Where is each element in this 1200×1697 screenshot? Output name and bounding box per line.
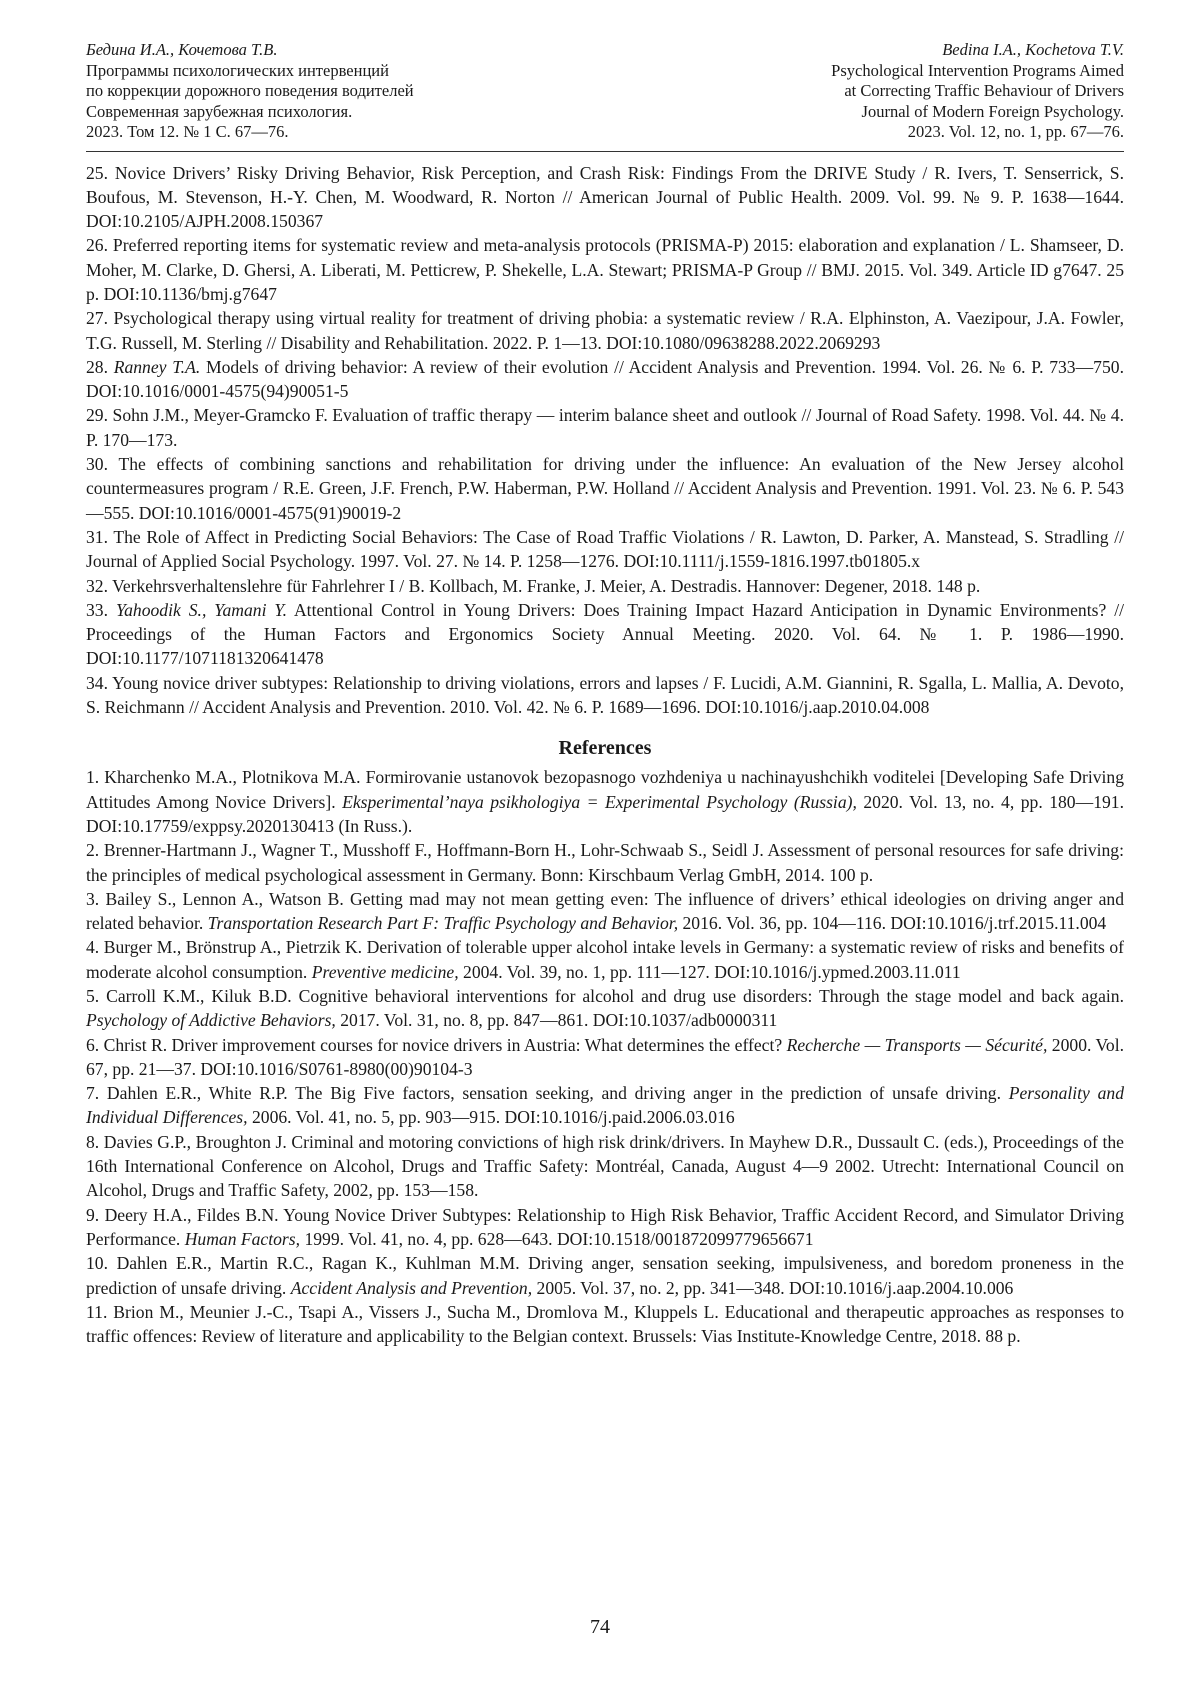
header-rule xyxy=(86,151,1124,152)
reference-item-8 xyxy=(86,1130,1124,1203)
ref-text: 6. Christ R. Driver improvement courses for novice drivers in Austria: What determines the effect? xyxy=(86,1034,783,1055)
header-left-journal: Современная зарубежная психология. xyxy=(86,101,353,121)
ref-number: 33. xyxy=(86,599,108,620)
header-left xyxy=(86,40,414,143)
ref-text: 2. Brenner-Hartmann J., Wagner T., Musshoff F., Hoffmann-Born H., Lohr-Schwaab S., Seidl J. Assessment of personal resources for safe driving: the principles of medical psychological assessment in Germany. Bonn: Kirschbaum Verlag GmbH, 2014. 100 p. xyxy=(86,840,1124,885)
literature-item-32: 32. Verkehrsverhaltenslehre für Fahrlehrer I / B. Kollbach, M. Franke, J. Meier, A. Destradis. Hannover: Degener, 2018. 148 p. xyxy=(86,575,981,596)
reference-item-10 xyxy=(86,1251,1124,1300)
literature-list xyxy=(86,161,1124,720)
ref-details: 1999. Vol. 41, no. 4, pp. 628—643. DOI:10.1518/001872099779656671 xyxy=(304,1228,814,1249)
header-right-journal: Journal of Modern Foreign Psychology. xyxy=(861,101,1124,121)
ref-details: 2004. Vol. 39, no. 1, pp. 111—127. DOI:10.1016/j.ypmed.2003.11.011 xyxy=(463,961,961,982)
ref-text: 7. Dahlen E.R., White R.P. The Big Five factors, sensation seeking, and driving anger in the prediction of unsafe driving. xyxy=(86,1083,1001,1104)
ref-text: 8. Davies G.P., Broughton J. Criminal and motoring convictions of high risk drink/drivers. In Mayhew D.R., Dussault C. (eds.), Proceedings of the 16th International Conference on Alcohol, Drugs and Traffic Safety: Montréal, Canada, August 4—9 2002. Utrecht: International Council on Alcohol, Drugs and Traffic Safety, 2002, pp. 153—158. xyxy=(86,1131,1124,1201)
literature-item-28 xyxy=(86,355,1124,404)
ref-journal: Recherche — Transports — Sécurité, xyxy=(786,1034,1048,1055)
page xyxy=(86,40,1124,1348)
ref-text: 1. Kharchenko M.A., Plotnikova M.A. Formirovanie ustanovok bezopasnogo vozhdeniya u nachinayushchikh voditelei [Developing Safe Driving Attitudes Among Novice Drivers]. xyxy=(86,767,1124,812)
ref-author: Ranney T.A. xyxy=(113,356,201,377)
header-left-issue: 2023. Том 12. № 1 С. 67—76. xyxy=(86,122,289,141)
reference-item-6 xyxy=(86,1033,1124,1082)
literature-item-25: 25. Novice Drivers’ Risky Driving Behavior, Risk Perception, and Crash Risk: Findings From the DRIVE Study / R. Ivers, T. Senserrick, S. Boufous, M. Stevenson, H.-Y. Chen, M. Woodward, R. Norton // American Journal of Public Health. 2009. Vol. 99. № 9. P. 1638—1644. DOI:10.2105/AJPH.2008.150367 xyxy=(86,162,1124,232)
references-title: References xyxy=(558,737,652,760)
header-left-authors: Бедина И.А., Кочетова Т.В. xyxy=(86,40,278,59)
literature-item-29: 29. Sohn J.M., Meyer-Gramcko F. Evaluation of traffic therapy — interim balance sheet and outlook // Journal of Road Safety. 1998. Vol. 44. № 4. P. 170—173. xyxy=(86,405,1124,450)
ref-details: 2005. Vol. 37, no. 2, pp. 341—348. DOI:10.1016/j.aap.2004.10.006 xyxy=(536,1277,1014,1298)
ref-text: 4. Burger M., Brönstrup A., Pietrzik K. Derivation of tolerable upper alcohol intake levels in Germany: a systematic review of risks and benefits of moderate alcohol consumption. xyxy=(86,937,1124,982)
reference-item-1 xyxy=(86,765,1124,838)
reference-item-2 xyxy=(86,838,1124,887)
running-header xyxy=(86,40,1124,143)
ref-journal: Psychology of Addictive Behaviors, xyxy=(86,1010,336,1031)
ref-number: 28. xyxy=(86,356,108,377)
literature-item-34: 34. Young novice driver subtypes: Relationship to driving violations, errors and lapses / F. Lucidi, A.M. Giannini, R. Sgalla, L. Mallia, A. Devoto, S. Reichmann // Accident Analysis and Prevention. 2010. Vol. 42. № 6. P. 1689—1696. DOI:10.1016/j.aap.2010.04.008 xyxy=(86,672,1124,718)
header-right-title-line1: Psychological Intervention Programs Aimed xyxy=(831,60,1124,80)
ref-details: 2006. Vol. 41, no. 5, pp. 903—915. DOI:10.1016/j.paid.2006.03.016 xyxy=(251,1107,735,1128)
ref-journal: Accident Analysis and Prevention, xyxy=(290,1277,533,1298)
literature-item-33 xyxy=(86,598,1124,671)
ref-details: 2000. Vol. 67, pp. 21—37. DOI:10.1016/S0761-8980(00)90104-3 xyxy=(86,1034,1124,1079)
ref-author: Yahoodik S., Yamani Y. xyxy=(115,599,287,620)
literature-item-26: 26. Preferred reporting items for systematic review and meta-analysis protocols (PRISMA-P) 2015: elaboration and explanation / L. Shamseer, D. Moher, M. Clarke, D. Ghersi, A. Liberati, M. Petticrew, P. Shekelle, L.A. Stewart; PRISMA-P Group // BMJ. 2015. Vol. 349. Article ID g7647. 25 p. DOI:10.1136/bmj.g7647 xyxy=(86,235,1124,304)
header-right-issue: 2023. Vol. 12, no. 1, pp. 67—76. xyxy=(907,122,1124,141)
ref-journal: Transportation Research Part F: Traffic Psychology and Behavior, xyxy=(207,913,679,934)
ref-rest: Attentional Control in Young Drivers: Does Training Impact Hazard Anticipation in Dynamic Environments? // Proceedings of the Human Factors and Ergonomics Society Annual Meeting. 2020. Vol. 64. № 1. P. 1986—1990. DOI:10.1177/1071181320641478 xyxy=(86,599,1124,669)
header-right-title-line2: at Correcting Traffic Behaviour of Drivers xyxy=(844,81,1124,100)
reference-item-9 xyxy=(86,1203,1124,1252)
ref-journal: Eksperimental’naya psikhologiya = Experimental Psychology (Russia), xyxy=(342,791,857,812)
literature-item-30: 30. The effects of combining sanctions and rehabilitation for driving under the influence: An evaluation of the New Jersey alcohol countermeasures program / R.E. Green, J.F. French, P.W. Haberman, P.W. Holland // Accident Analysis and Prevention. 1991. Vol. 23. № 6. P. 543—555. DOI:10.1016/0001-4575(91)90019-2 xyxy=(86,454,1124,523)
reference-item-7 xyxy=(86,1081,1124,1130)
ref-journal: Personality and Individual Differences, xyxy=(86,1083,1124,1128)
header-left-title-line2: по коррекции дорожного поведения водителей xyxy=(86,81,414,100)
ref-journal: Human Factors, xyxy=(184,1228,301,1249)
reference-item-4 xyxy=(86,935,1124,984)
ref-text: 11. Brion M., Meunier J.-C., Tsapi A., Vissers J., Sucha M., Dromlova M., Kluppels L. Educational and therapeutic approaches as responses to traffic offences: Review of literature and applicability to the Belgian context. Brussels: Vias Institute-Knowledge Centre, 2018. 88 p. xyxy=(86,1301,1124,1347)
ref-rest: Models of driving behavior: A review of their evolution // Accident Analysis and Prevention. 1994. Vol. 26. № 6. P. 733—750. DOI:10.1016/0001-4575(94)90051-5 xyxy=(86,356,1124,402)
ref-journal: Preventive medicine, xyxy=(311,961,459,982)
ref-text: 10. Dahlen E.R., Martin R.C., Ragan K., Kuhlman M.M. Driving anger, sensation seeking, impulsiveness, and boredom proneness in the prediction of unsafe driving. xyxy=(86,1253,1124,1298)
literature-item-31: 31. The Role of Affect in Predicting Social Behaviors: The Case of Road Traffic Violations / R. Lawton, D. Parker, A. Manstead, S. Stradling // Journal of Applied Social Psychology. 1997. Vol. 27. № 14. P. 1258—1276. DOI:10.1111/j.1559-1816.1997.tb01805.x xyxy=(86,526,1124,572)
ref-text: 5. Carroll K.M., Kiluk B.D. Cognitive behavioral interventions for alcohol and drug use disorders: Through the stage model and back again. xyxy=(86,986,1124,1006)
page-number: 74 xyxy=(590,1616,610,1638)
reference-item-5 xyxy=(86,984,1124,1033)
references-list xyxy=(86,765,1124,1348)
reference-item-11 xyxy=(86,1300,1124,1349)
reference-item-3 xyxy=(86,887,1124,936)
header-right xyxy=(831,40,1124,143)
literature-item-27: 27. Psychological therapy using virtual reality for treatment of driving phobia: a systematic review / R.A. Elphinston, A. Vaezipour, J.A. Fowler, T.G. Russell, M. Sterling // Disability and Rehabilitation. 2022. P. 1—13. DOI:10.1080/09638288.2022.2069293 xyxy=(86,308,1124,353)
ref-details: 2017. Vol. 31, no. 8, pp. 847—861. DOI:10.1037/adb0000311 xyxy=(340,1010,778,1031)
ref-text: 3. Bailey S., Lennon A., Watson B. Getting mad may not mean getting even: The influence of drivers’ ethical ideologies on driving anger and related behavior. xyxy=(86,888,1124,934)
ref-details: 2020. Vol. 13, no. 4, pp. 180—191. DOI:10.17759/exppsy.2020130413 (In Russ.). xyxy=(86,791,1124,836)
ref-details: 2016. Vol. 36, pp. 104—116. DOI:10.1016/j.trf.2015.11.004 xyxy=(682,913,1107,934)
header-left-title-line1: Программы психологических интервенций xyxy=(86,60,389,80)
header-right-authors: Bedina I.A., Kochetova T.V. xyxy=(942,40,1124,59)
ref-text: 9. Deery H.A., Fildes B.N. Young Novice Driver Subtypes: Relationship to High Risk Behavior, Traffic Accident Record, and Simulator Driving Performance. xyxy=(86,1204,1124,1249)
